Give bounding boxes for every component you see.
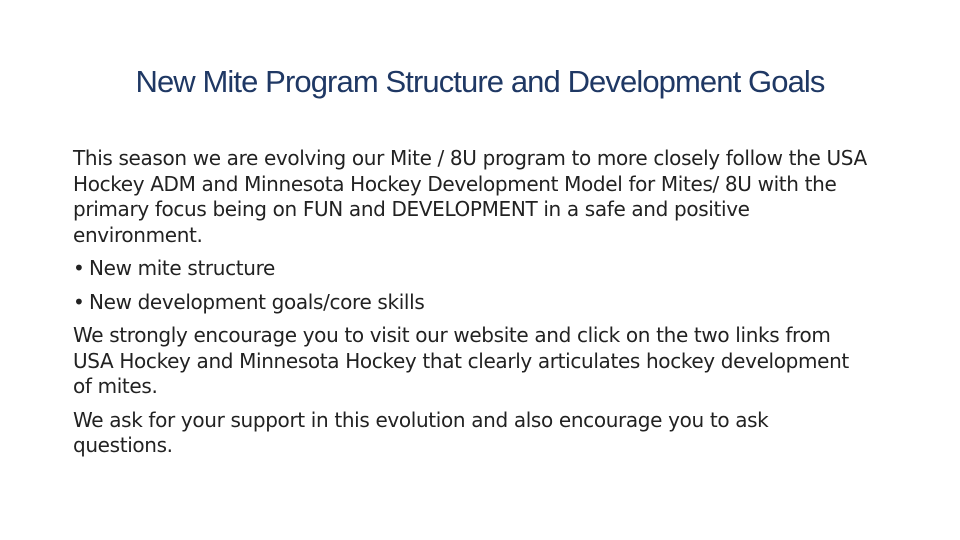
support-paragraph: We ask for your support in this evolution and also encourage you to ask questions.: [73, 407, 769, 457]
bullet-dot: •: [73, 289, 85, 314]
slide-title: New Mite Program Structure and Development Goals: [135, 64, 825, 99]
bullet-item-2: [73, 290, 873, 316]
bullet-text: New mite structure: [89, 256, 275, 280]
website-paragraph: We strongly encourage you to visit our website and click on the two links from USA Hockey and Minnesota Hockey that clearly articulates hockey development of mites.: [73, 323, 849, 398]
bullet-text: New development goals/core skills: [89, 289, 425, 314]
bullet-dot: •: [73, 256, 85, 280]
bullet-item-1: [73, 256, 873, 282]
intro-paragraph: This season we are evolving our Mite / 8U program to more closely follow the USA Hockey ADM and Minnesota Hockey Development Model for Mites/ 8U with the primary focus being on FUN and DEVELOPMENT in a safe and positive environment.: [73, 146, 867, 247]
slide-body: [73, 146, 873, 459]
